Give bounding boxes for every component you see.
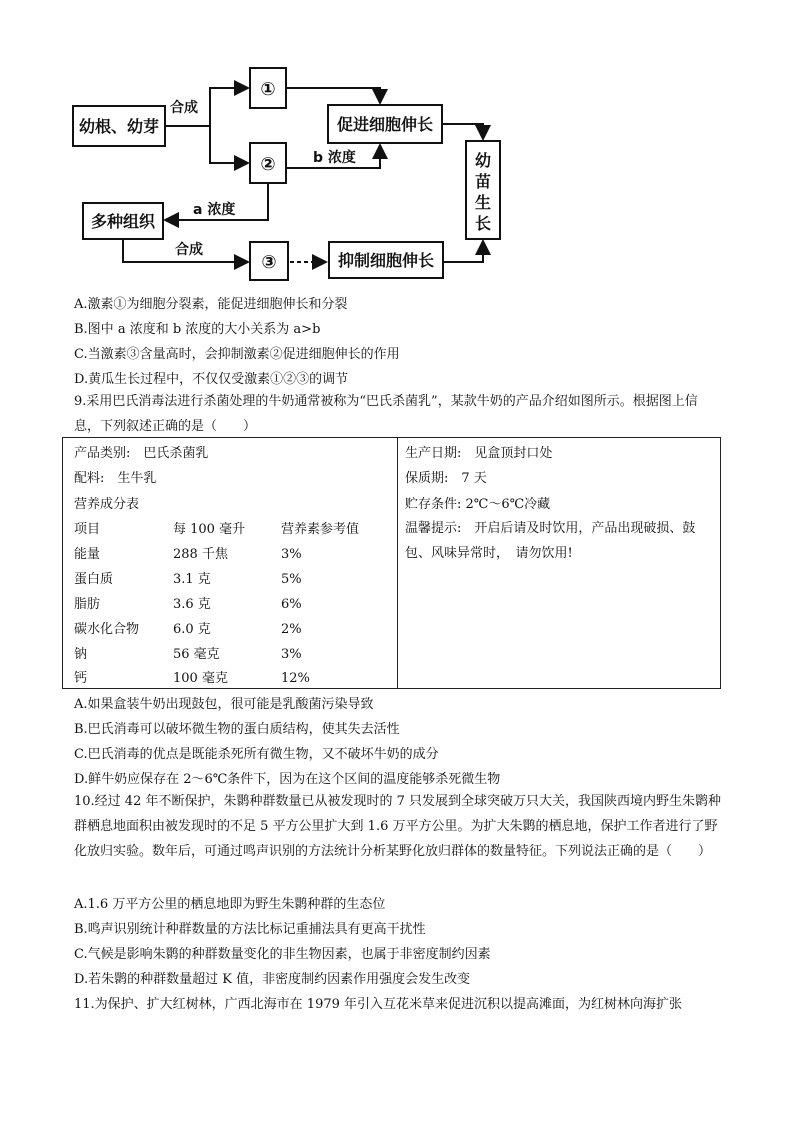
hormone1-label: ① bbox=[260, 79, 276, 100]
q10-option-a: A.1.6 万平方公里的栖息地即为野生朱鹮种群的生态位 bbox=[74, 897, 386, 912]
nutrition-row-amount: 56 毫克 bbox=[173, 647, 220, 662]
nutrition-row-amount: 100 毫克 bbox=[173, 671, 228, 686]
product-ingredients: 配料: 生牛乳 bbox=[74, 471, 157, 486]
nutrition-row-ref: 12% bbox=[281, 671, 310, 686]
b-concentration-label: b 浓度 bbox=[313, 150, 356, 166]
source-label: 幼根、幼芽 bbox=[78, 117, 160, 136]
nutrition-row-ref: 5% bbox=[281, 572, 302, 587]
nutrition-row-amount: 288 千焦 bbox=[173, 547, 228, 562]
warm-tips: 温馨提示: 开启后请及时饮用，产品出现破损、鼓包、风味异常时， 请勿饮用! bbox=[405, 521, 696, 561]
q10-option-d: D.若朱鹮的种群数量超过 K 值，非密度制约因素作用强度会发生改变 bbox=[74, 972, 471, 987]
q10-stem: 10.经过 42 年不断保护，朱鹮种群数量已从被发现时的 7 只发展到全球突破万只大关，我国陕西境内野生朱鹮种群栖息地面积由被发现时的不足 5 平方公里扩大到 1.6 万平方公里。为扩大朱鹮的栖息地，保护工作者进行了野化放归实验。数年后，可通过鸣声识别的方法统计分析某野化放归群体的数量特征。下列说法正确的是（ ） bbox=[74, 794, 722, 859]
nutrition-row-name: 钠 bbox=[74, 647, 88, 662]
synth1-label: 合成 bbox=[170, 100, 198, 116]
growth-char-2: 苗 bbox=[474, 172, 492, 191]
nutrition-row-amount: 6.0 克 bbox=[173, 622, 211, 637]
q10-option-b: B.鸣声识别统计种群数量的方法比标记重捕法具有更高干扰性 bbox=[74, 922, 426, 937]
hormone3-label: ③ bbox=[261, 252, 277, 273]
growth-char-1: 幼 bbox=[474, 151, 492, 170]
promote-label: 促进细胞伸长 bbox=[336, 115, 434, 134]
growth-char-4: 长 bbox=[474, 214, 492, 233]
q8-option-b: B.图中 a 浓度和 b 浓度的大小关系为 a>b bbox=[74, 322, 321, 337]
nutrition-row-ref: 2% bbox=[281, 622, 302, 637]
q10-option-c: C.气候是影响朱鹮的种群数量变化的非生物因素，也属于非密度制约因素 bbox=[74, 947, 491, 962]
nutrition-header-per100: 每 100 毫升 bbox=[173, 522, 246, 537]
storage-conditions: 贮存条件: 2℃～6℃冷藏 bbox=[405, 497, 551, 512]
nutrition-row-amount: 3.1 克 bbox=[173, 572, 211, 587]
nutrition-row-ref: 6% bbox=[281, 597, 302, 612]
table-divider bbox=[397, 438, 398, 688]
nutrition-row-ref: 3% bbox=[281, 547, 302, 562]
q9-option-c: C.巴氏消毒的优点是既能杀死所有微生物，又不破坏牛奶的成分 bbox=[74, 747, 439, 762]
nutrition-row-ref: 3% bbox=[281, 647, 302, 662]
q8-option-d: D.黄瓜生长过程中，不仅仅受激素①②③的调节 bbox=[74, 372, 349, 387]
inhibit-label: 抑制细胞伸长 bbox=[337, 251, 435, 270]
q9-option-b: B.巴氏消毒可以破坏微生物的蛋白质结构，使其失去活性 bbox=[74, 722, 400, 737]
nutrition-title: 营养成分表 bbox=[74, 497, 140, 512]
product-category: 产品类别: 巴氏杀菌乳 bbox=[74, 446, 209, 461]
product-info-table bbox=[62, 437, 721, 689]
nutrition-row-name: 脂肪 bbox=[74, 597, 101, 612]
nutrition-header-ref: 营养素参考值 bbox=[281, 522, 360, 537]
a-concentration-label: a 浓度 bbox=[193, 202, 236, 218]
nutrition-row-amount: 3.6 克 bbox=[173, 597, 211, 612]
q8-option-a: A.激素①为细胞分裂素，能促进细胞伸长和分裂 bbox=[74, 297, 348, 312]
q11-stem: 11.为保护、扩大红树林，广西北海市在 1979 年引入互花米草来促进沉积以提高滩面，为红树林向海扩张 bbox=[74, 997, 683, 1012]
nutrition-row-name: 能量 bbox=[74, 547, 101, 562]
hormone-regulation-diagram bbox=[0, 0, 794, 290]
production-date: 生产日期: 见盒顶封口处 bbox=[405, 446, 553, 461]
hormone2-label: ② bbox=[260, 154, 276, 175]
synth2-label: 合成 bbox=[175, 242, 203, 258]
nutrition-row-name: 钙 bbox=[74, 671, 88, 686]
shelf-life: 保质期: 7 天 bbox=[405, 471, 487, 486]
growth-char-3: 生 bbox=[474, 193, 492, 212]
tissues-label: 多种组织 bbox=[90, 212, 156, 231]
nutrition-header-item: 项目 bbox=[74, 522, 101, 537]
nutrition-row-name: 碳水化合物 bbox=[74, 622, 140, 637]
q8-option-c: C.当激素③含量高时，会抑制激素②促进细胞伸长的作用 bbox=[74, 347, 400, 362]
q9-stem: 9.采用巴氏消毒法进行杀菌处理的牛奶通常被称为“巴氏杀菌乳”，某款牛奶的产品介绍如图所示。根据图上信息，下列叙述正确的是（ ） bbox=[74, 394, 698, 434]
q9-option-d: D.鲜牛奶应保存在 2～6℃条件下，因为在这个区间的温度能够杀死微生物 bbox=[74, 772, 501, 787]
nutrition-row-name: 蛋白质 bbox=[74, 572, 114, 587]
q9-option-a: A.如果盒装牛奶出现鼓包，很可能是乳酸菌污染导致 bbox=[74, 697, 374, 712]
